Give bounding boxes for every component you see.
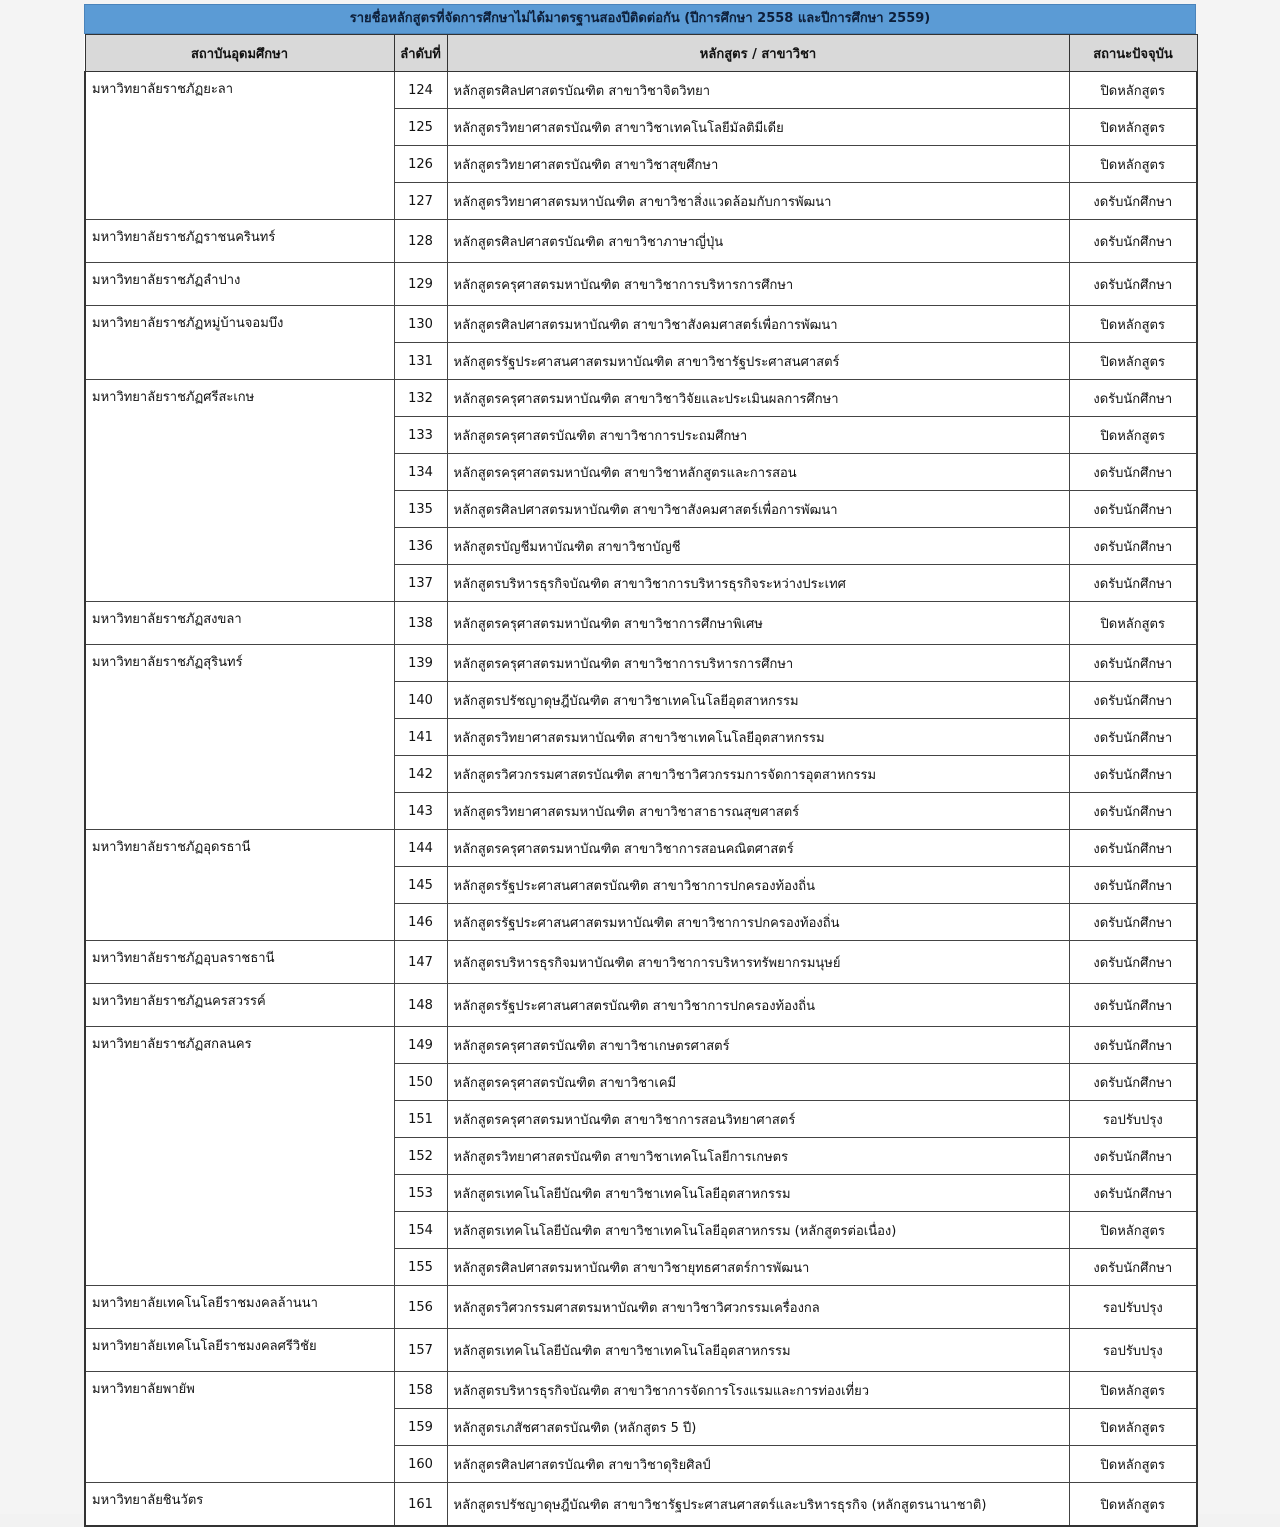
number-cell: 129	[394, 263, 447, 306]
status-cell: งดรับนักศึกษา	[1069, 904, 1197, 941]
table-row	[85, 72, 1197, 109]
number-cell: 131	[394, 343, 447, 380]
number-cell: 158	[394, 1372, 447, 1409]
program-cell: หลักสูตรครุศาสตรมหาบัณฑิต สาขาวิชาการสอนวิทยาศาสตร์	[447, 1101, 1069, 1138]
status-cell: ปิดหลักสูตร	[1069, 1212, 1197, 1249]
number-cell: 139	[394, 645, 447, 682]
number-cell: 140	[394, 682, 447, 719]
status-cell: ปิดหลักสูตร	[1069, 109, 1197, 146]
program-cell: หลักสูตรศิลปศาสตรมหาบัณฑิต สาขาวิชายุทธศาสตร์การพัฒนา	[447, 1249, 1069, 1286]
institution-cell: มหาวิทยาลัยราชภัฏสกลนคร	[85, 1027, 394, 1286]
number-cell: 142	[394, 756, 447, 793]
program-cell: หลักสูตรวิทยาศาสตรบัณฑิต สาขาวิชาเทคโนโลยีมัลติมีเดีย	[447, 109, 1069, 146]
status-cell: งดรับนักศึกษา	[1069, 183, 1197, 220]
program-cell: หลักสูตรเทคโนโลยีบัณฑิต สาขาวิชาเทคโนโลยีอุตสาหกรรม	[447, 1329, 1069, 1372]
program-cell: หลักสูตรครุศาสตรบัณฑิต สาขาวิชาเกษตรศาสตร์	[447, 1027, 1069, 1064]
number-cell: 130	[394, 306, 447, 343]
number-cell: 160	[394, 1446, 447, 1483]
program-cell: หลักสูตรครุศาสตรบัณฑิต สาขาวิชาเคมี	[447, 1064, 1069, 1101]
number-cell: 157	[394, 1329, 447, 1372]
program-cell: หลักสูตรรัฐประศาสนศาสตรบัณฑิต สาขาวิชาการปกครองท้องถิ่น	[447, 867, 1069, 904]
program-cell: หลักสูตรเทคโนโลยีบัณฑิต สาขาวิชาเทคโนโลยีอุตสาหกรรม (หลักสูตรต่อเนื่อง)	[447, 1212, 1069, 1249]
number-cell: 155	[394, 1249, 447, 1286]
status-cell: ปิดหลักสูตร	[1069, 72, 1197, 109]
status-cell: รอปรับปรุง	[1069, 1286, 1197, 1329]
program-cell: หลักสูตรครุศาสตรมหาบัณฑิต สาขาวิชาวิจัยและประเมินผลการศึกษา	[447, 380, 1069, 417]
status-cell: งดรับนักศึกษา	[1069, 1249, 1197, 1286]
program-list-sheet	[84, 4, 1196, 1527]
program-cell: หลักสูตรครุศาสตรบัณฑิต สาขาวิชาการประถมศึกษา	[447, 417, 1069, 454]
status-cell: งดรับนักศึกษา	[1069, 528, 1197, 565]
status-cell: รอปรับปรุง	[1069, 1101, 1197, 1138]
status-cell: งดรับนักศึกษา	[1069, 984, 1197, 1027]
status-cell: ปิดหลักสูตร	[1069, 343, 1197, 380]
program-cell: หลักสูตรวิทยาศาสตรมหาบัณฑิต สาขาวิชาสิ่งแวดล้อมกับการพัฒนา	[447, 183, 1069, 220]
number-cell: 128	[394, 220, 447, 263]
institution-cell: มหาวิทยาลัยราชภัฏยะลา	[85, 72, 394, 220]
institution-cell: มหาวิทยาลัยเทคโนโลยีราชมงคลศรีวิชัย	[85, 1329, 394, 1372]
number-cell: 136	[394, 528, 447, 565]
program-cell: หลักสูตรศิลปศาสตรบัณฑิต สาขาวิชาดุริยศิลป์	[447, 1446, 1069, 1483]
program-cell: หลักสูตรบัญชีมหาบัณฑิต สาขาวิชาบัญชี	[447, 528, 1069, 565]
status-cell: งดรับนักศึกษา	[1069, 830, 1197, 867]
status-cell: งดรับนักศึกษา	[1069, 1175, 1197, 1212]
program-cell: หลักสูตรวิทยาศาสตรบัณฑิต สาขาวิชาสุขศึกษา	[447, 146, 1069, 183]
institution-cell: มหาวิทยาลัยราชภัฏสุรินทร์	[85, 645, 394, 830]
program-cell: หลักสูตรปรัชญาดุษฎีบัณฑิต สาขาวิชาเทคโนโลยีอุตสาหกรรม	[447, 682, 1069, 719]
institution-cell: มหาวิทยาลัยราชภัฏราชนครินทร์	[85, 220, 394, 263]
number-cell: 147	[394, 941, 447, 984]
number-cell: 125	[394, 109, 447, 146]
institution-cell: มหาวิทยาลัยราชภัฏสงขลา	[85, 602, 394, 645]
number-cell: 126	[394, 146, 447, 183]
program-cell: หลักสูตรครุศาสตรมหาบัณฑิต สาขาวิชาการบริหารการศึกษา	[447, 263, 1069, 306]
program-cell: หลักสูตรวิทยาศาสตรมหาบัณฑิต สาขาวิชาสาธารณสุขศาสตร์	[447, 793, 1069, 830]
program-cell: หลักสูตรบริหารธุรกิจบัณฑิต สาขาวิชาการบริหารธุรกิจระหว่างประเทศ	[447, 565, 1069, 602]
institution-cell: มหาวิทยาลัยชินวัตร	[85, 1483, 394, 1527]
header-status: สถานะปัจจุบัน	[1069, 35, 1197, 72]
number-cell: 145	[394, 867, 447, 904]
program-cell: หลักสูตรวิศวกรรมศาสตรบัณฑิต สาขาวิชาวิศวกรรมการจัดการอุตสาหกรรม	[447, 756, 1069, 793]
number-cell: 143	[394, 793, 447, 830]
number-cell: 146	[394, 904, 447, 941]
number-cell: 152	[394, 1138, 447, 1175]
number-cell: 138	[394, 602, 447, 645]
table-row	[85, 830, 1197, 867]
program-cell: หลักสูตรครุศาสตรมหาบัณฑิต สาขาวิชาหลักสูตรและการสอน	[447, 454, 1069, 491]
status-cell: งดรับนักศึกษา	[1069, 454, 1197, 491]
institution-cell: มหาวิทยาลัยราชภัฏนครสวรรค์	[85, 984, 394, 1027]
table-row	[85, 941, 1197, 984]
table-row	[85, 306, 1197, 343]
number-cell: 137	[394, 565, 447, 602]
table-row	[85, 1329, 1197, 1372]
table-body	[85, 72, 1197, 1527]
header-program: หลักสูตร / สาขาวิชา	[447, 35, 1069, 72]
status-cell: งดรับนักศึกษา	[1069, 719, 1197, 756]
number-cell: 135	[394, 491, 447, 528]
table-row	[85, 220, 1197, 263]
status-cell: งดรับนักศึกษา	[1069, 263, 1197, 306]
program-cell: หลักสูตรเทคโนโลยีบัณฑิต สาขาวิชาเทคโนโลยีอุตสาหกรรม	[447, 1175, 1069, 1212]
number-cell: 151	[394, 1101, 447, 1138]
program-cell: หลักสูตรครุศาสตรมหาบัณฑิต สาขาวิชาการสอนคณิตศาสตร์	[447, 830, 1069, 867]
number-cell: 133	[394, 417, 447, 454]
program-cell: หลักสูตรรัฐประศาสนศาสตรบัณฑิต สาขาวิชาการปกครองท้องถิ่น	[447, 984, 1069, 1027]
number-cell: 153	[394, 1175, 447, 1212]
number-cell: 127	[394, 183, 447, 220]
program-cell: หลักสูตรศิลปศาสตรบัณฑิต สาขาวิชาจิตวิทยา	[447, 72, 1069, 109]
institution-cell: มหาวิทยาลัยราชภัฏอุบลราชธานี	[85, 941, 394, 984]
program-cell: หลักสูตรวิทยาศาสตรบัณฑิต สาขาวิชาเทคโนโลยีการเกษตร	[447, 1138, 1069, 1175]
program-cell: หลักสูตรศิลปศาสตรมหาบัณฑิต สาขาวิชาสังคมศาสตร์เพื่อการพัฒนา	[447, 491, 1069, 528]
status-cell: งดรับนักศึกษา	[1069, 380, 1197, 417]
table-row	[85, 602, 1197, 645]
status-cell: ปิดหลักสูตร	[1069, 417, 1197, 454]
program-cell: หลักสูตรครุศาสตรมหาบัณฑิต สาขาวิชาการบริหารการศึกษา	[447, 645, 1069, 682]
status-cell: งดรับนักศึกษา	[1069, 565, 1197, 602]
status-cell: งดรับนักศึกษา	[1069, 756, 1197, 793]
table-row	[85, 984, 1197, 1027]
status-cell: ปิดหลักสูตร	[1069, 1483, 1197, 1527]
header-number: ลำดับที่	[394, 35, 447, 72]
institution-cell: มหาวิทยาลัยพายัพ	[85, 1372, 394, 1483]
header-institution: สถาบันอุดมศึกษา	[85, 35, 394, 72]
program-cell: หลักสูตรศิลปศาสตรมหาบัณฑิต สาขาวิชาสังคมศาสตร์เพื่อการพัฒนา	[447, 306, 1069, 343]
number-cell: 154	[394, 1212, 447, 1249]
status-cell: งดรับนักศึกษา	[1069, 682, 1197, 719]
number-cell: 149	[394, 1027, 447, 1064]
number-cell: 134	[394, 454, 447, 491]
status-cell: งดรับนักศึกษา	[1069, 1138, 1197, 1175]
number-cell: 148	[394, 984, 447, 1027]
status-cell: งดรับนักศึกษา	[1069, 941, 1197, 984]
number-cell: 161	[394, 1483, 447, 1527]
program-cell: หลักสูตรบริหารธุรกิจบัณฑิต สาขาวิชาการจัดการโรงแรมและการท่องเที่ยว	[447, 1372, 1069, 1409]
number-cell: 124	[394, 72, 447, 109]
table-title: รายชื่อหลักสูตรที่จัดการศึกษาไม่ได้มาตรฐานสองปีติดต่อกัน (ปีการศึกษา 2558 และปีการศึกษา 2559)	[84, 4, 1196, 34]
number-cell: 141	[394, 719, 447, 756]
table-row	[85, 263, 1197, 306]
status-cell: งดรับนักศึกษา	[1069, 491, 1197, 528]
status-cell: งดรับนักศึกษา	[1069, 793, 1197, 830]
program-cell: หลักสูตรรัฐประศาสนศาสตรมหาบัณฑิต สาขาวิชาการปกครองท้องถิ่น	[447, 904, 1069, 941]
table-row	[85, 1286, 1197, 1329]
number-cell: 132	[394, 380, 447, 417]
status-cell: งดรับนักศึกษา	[1069, 867, 1197, 904]
status-cell: ปิดหลักสูตร	[1069, 1409, 1197, 1446]
program-cell: หลักสูตรบริหารธุรกิจมหาบัณฑิต สาขาวิชาการบริหารทรัพยากรมนุษย์	[447, 941, 1069, 984]
institution-cell: มหาวิทยาลัยราชภัฏศรีสะเกษ	[85, 380, 394, 602]
status-cell: งดรับนักศึกษา	[1069, 1064, 1197, 1101]
program-table	[84, 34, 1198, 1527]
number-cell: 156	[394, 1286, 447, 1329]
status-cell: งดรับนักศึกษา	[1069, 645, 1197, 682]
status-cell: ปิดหลักสูตร	[1069, 1372, 1197, 1409]
program-cell: หลักสูตรครุศาสตรมหาบัณฑิต สาขาวิชาการศึกษาพิเศษ	[447, 602, 1069, 645]
status-cell: งดรับนักศึกษา	[1069, 220, 1197, 263]
status-cell: ปิดหลักสูตร	[1069, 602, 1197, 645]
program-cell: หลักสูตรศิลปศาสตรบัณฑิต สาขาวิชาภาษาญี่ปุ่น	[447, 220, 1069, 263]
number-cell: 159	[394, 1409, 447, 1446]
status-cell: ปิดหลักสูตร	[1069, 1446, 1197, 1483]
status-cell: งดรับนักศึกษา	[1069, 1027, 1197, 1064]
table-row	[85, 1483, 1197, 1527]
institution-cell: มหาวิทยาลัยราชภัฏลำปาง	[85, 263, 394, 306]
program-cell: หลักสูตรเภสัชศาสตรบัณฑิต (หลักสูตร 5 ปี)	[447, 1409, 1069, 1446]
table-header-row	[85, 35, 1197, 72]
institution-cell: มหาวิทยาลัยเทคโนโลยีราชมงคลล้านนา	[85, 1286, 394, 1329]
table-row	[85, 645, 1197, 682]
number-cell: 150	[394, 1064, 447, 1101]
status-cell: รอปรับปรุง	[1069, 1329, 1197, 1372]
program-cell: หลักสูตรวิศวกรรมศาสตรมหาบัณฑิต สาขาวิชาวิศวกรรมเครื่องกล	[447, 1286, 1069, 1329]
status-cell: ปิดหลักสูตร	[1069, 306, 1197, 343]
program-cell: หลักสูตรรัฐประศาสนศาสตรมหาบัณฑิต สาขาวิชารัฐประศาสนศาสตร์	[447, 343, 1069, 380]
number-cell: 144	[394, 830, 447, 867]
table-row	[85, 1027, 1197, 1064]
status-cell: ปิดหลักสูตร	[1069, 146, 1197, 183]
table-row	[85, 380, 1197, 417]
institution-cell: มหาวิทยาลัยราชภัฏหมู่บ้านจอมบึง	[85, 306, 394, 380]
program-cell: หลักสูตรวิทยาศาสตรมหาบัณฑิต สาขาวิชาเทคโนโลยีอุตสาหกรรม	[447, 719, 1069, 756]
institution-cell: มหาวิทยาลัยราชภัฏอุดรธานี	[85, 830, 394, 941]
table-row	[85, 1372, 1197, 1409]
program-cell: หลักสูตรปรัชญาดุษฎีบัณฑิต สาขาวิชารัฐประศาสนศาสตร์และบริหารธุรกิจ (หลักสูตรนานาชาติ)	[447, 1483, 1069, 1527]
